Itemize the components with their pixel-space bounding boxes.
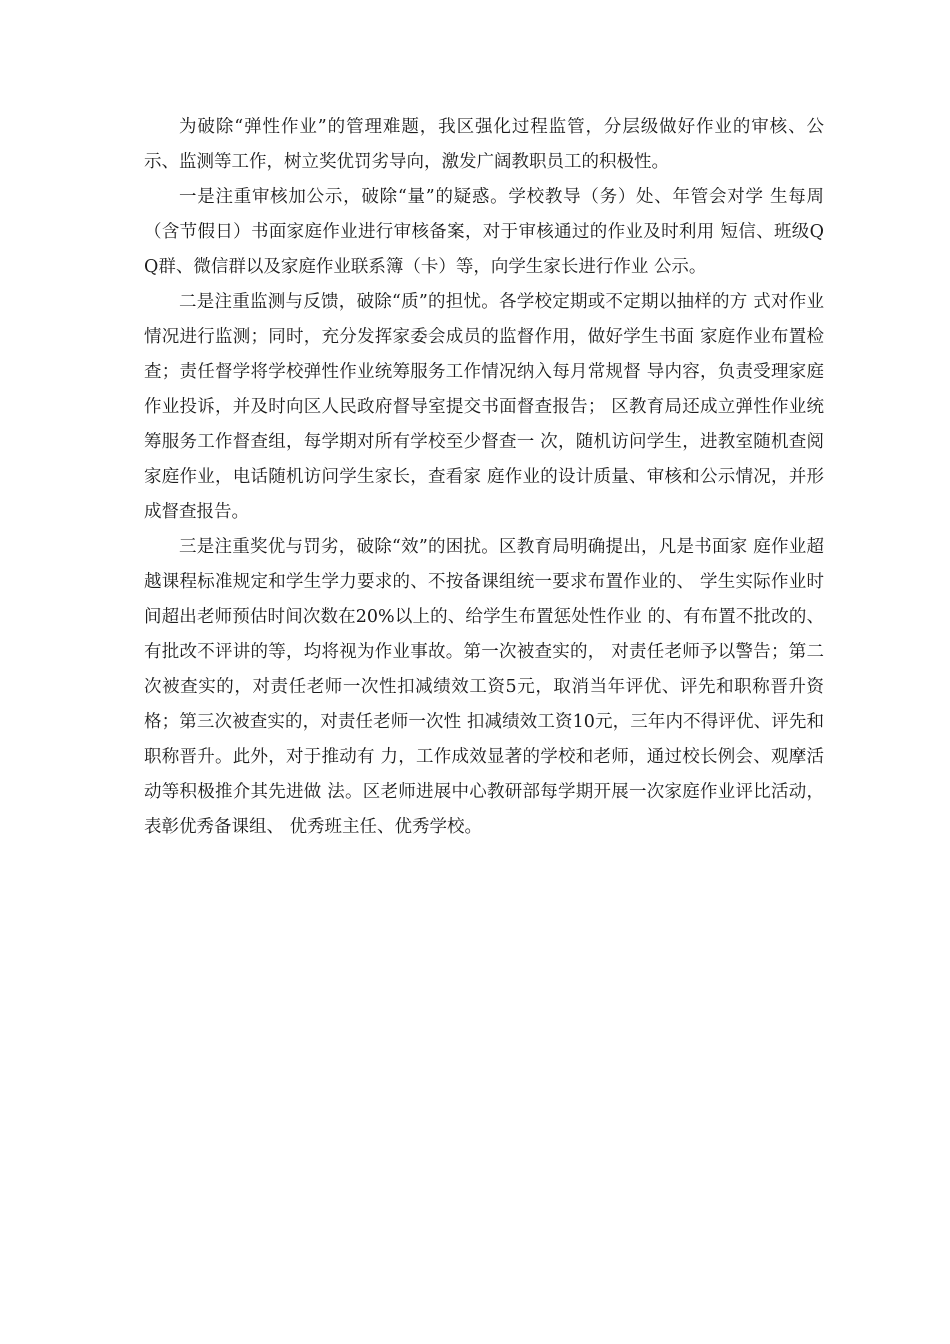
paragraph-rewards-penalties: 三是注重奖优与罚劣，破除“效”的困扰。区教育局明确提出，凡是书面家 庭作业超越课程标准规定和学生学力要求的、不按备课组统一要求布置作业的、 学生实际作业时间超出老师预估时间次数在20%以上的、给学生布置惩处性作业 的、有布置不批改的、有批改不评讲的等，均将视为作业事故。第一次被查实的， 对责任老师予以警告；第二次被查实的，对责任老师一次性扣减绩效工资5元，取消当年评优、评先和职称晋升资格；第三次被查实的，对责任老师一次性 扣减绩效工资10元，三年内不得评优、评先和职称晋升。此外，对于推动有 力，工作成效显著的学校和老师，通过校长例会、观摩活动等积极推介其先进做 法。区老师进展中心教研部每学期开展一次家庭作业评比活动，表彰优秀备课组、 优秀班主任、优秀学校。	[144, 537, 824, 837]
paragraph-monitoring-feedback: 二是注重监测与反馈，破除“质”的担忧。各学校定期或不定期以抽样的方 式对作业情况进行监测；同时，充分发挥家委会成员的监督作用，做好学生书面 家庭作业布置检查；责任督学将学校弹性作业统筹服务工作情况纳入每月常规督 导内容，负责受理家庭作业投诉，并及时向区人民政府督导室提交书面督查报告； 区教育局还成立弹性作业统筹服务工作督查组，每学期对所有学校至少督查一 次，随机访问学生，进教室随机查阅家庭作业，电话随机访问学生家长，查看家 庭作业的设计质量、审核和公示情况，并形成督查报告。	[144, 292, 824, 522]
document-body	[144, 110, 824, 845]
paragraph-intro: 为破除“弹性作业”的管理难题，我区强化过程监管，分层级做好作业的审核、公示、监测等工作，树立奖优罚劣导向，激发广阔教职员工的积极性。	[144, 117, 824, 172]
paragraph-review-publicity: 一是注重审核加公示，破除“量”的疑惑。学校教导（务）处、年管会对学 生每周（含节假日）书面家庭作业进行审核备案，对于审核通过的作业及时利用 短信、班级QQ群、微信群以及家庭作业联系簿（卡）等，向学生家长进行作业 公示。	[144, 187, 824, 277]
